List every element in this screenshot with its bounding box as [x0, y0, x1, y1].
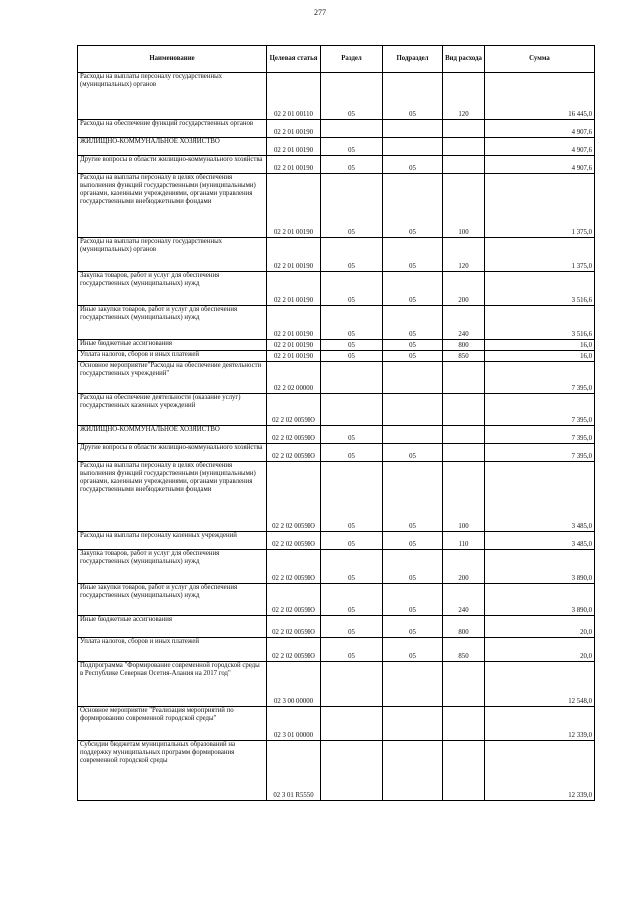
cell-name: Закупка товаров, работ и услуг для обеспечения государственных (муниципальных) нужд — [78, 550, 267, 584]
cell-code: 02 2 01 00190 — [267, 138, 321, 156]
cell-subsection: 05 — [383, 462, 443, 532]
cell-code: 02 2 02 00000 — [267, 362, 321, 394]
table-row — [78, 138, 595, 156]
table-row — [78, 426, 595, 444]
cell-sum: 7 395,0 — [485, 394, 595, 426]
table-row — [78, 707, 595, 741]
cell-subsection: 05 — [383, 156, 443, 174]
cell-sum: 4 907,6 — [485, 120, 595, 138]
cell-subsection: 05 — [383, 638, 443, 662]
cell-sum: 16,0 — [485, 351, 595, 362]
cell-code: 02 2 02 0059Ю — [267, 394, 321, 426]
table-row — [78, 741, 595, 801]
cell-code: 02 2 01 00190 — [267, 156, 321, 174]
cell-section: 05 — [321, 550, 383, 584]
cell-name: Закупка товаров, работ и услуг для обеспечения государственных (муниципальных) нужд — [78, 272, 267, 306]
header-name: Наименование — [78, 46, 267, 73]
cell-section: 05 — [321, 272, 383, 306]
cell-section: 05 — [321, 156, 383, 174]
table-row — [78, 272, 595, 306]
cell-subsection: 05 — [383, 340, 443, 351]
cell-sum: 12 548,0 — [485, 662, 595, 707]
cell-section: 05 — [321, 351, 383, 362]
cell-sum: 7 395,0 — [485, 444, 595, 462]
cell-sum: 3 485,0 — [485, 532, 595, 550]
cell-code: 02 2 02 0059Ю — [267, 584, 321, 616]
table-row — [78, 238, 595, 272]
cell-subsection — [383, 662, 443, 707]
cell-kind — [443, 707, 485, 741]
table-row — [78, 120, 595, 138]
cell-kind: 100 — [443, 462, 485, 532]
cell-sum: 7 395,0 — [485, 362, 595, 394]
cell-code: 02 2 02 0059Ю — [267, 444, 321, 462]
cell-kind: 200 — [443, 272, 485, 306]
cell-sum: 4 907,6 — [485, 156, 595, 174]
cell-sum: 7 395,0 — [485, 426, 595, 444]
cell-code: 02 2 01 00190 — [267, 238, 321, 272]
cell-code: 02 2 02 0059Ю — [267, 638, 321, 662]
cell-sum: 3 890,0 — [485, 550, 595, 584]
table-row — [78, 616, 595, 638]
cell-subsection — [383, 426, 443, 444]
cell-name: Иные закупки товаров, работ и услуг для обеспечения государственных (муниципальных) нужд — [78, 584, 267, 616]
table-row — [78, 662, 595, 707]
cell-name: Иные бюджетные ассигнования — [78, 340, 267, 351]
cell-kind: 850 — [443, 351, 485, 362]
cell-subsection — [383, 394, 443, 426]
cell-sum: 3 516,6 — [485, 306, 595, 340]
cell-name: ЖИЛИЩНО-КОММУНАЛЬНОЕ ХОЗЯЙСТВО — [78, 426, 267, 444]
cell-name: Другие вопросы в области жилищно-коммунального хозяйства — [78, 156, 267, 174]
cell-kind: 240 — [443, 306, 485, 340]
cell-code: 02 2 02 0059Ю — [267, 550, 321, 584]
cell-section — [321, 662, 383, 707]
cell-kind — [443, 741, 485, 801]
cell-kind — [443, 120, 485, 138]
cell-kind: 800 — [443, 616, 485, 638]
cell-sum: 3 516,6 — [485, 272, 595, 306]
cell-kind: 110 — [443, 532, 485, 550]
cell-kind: 240 — [443, 584, 485, 616]
cell-subsection: 05 — [383, 584, 443, 616]
table-row — [78, 306, 595, 340]
cell-code: 02 2 01 00190 — [267, 306, 321, 340]
cell-name: Расходы на выплаты персоналу в целях обеспечения выполнения функций государственными (муниципальными) органами, казенными учреждениями, органами управления государственными внебюджетными фондами — [78, 462, 267, 532]
cell-section: 05 — [321, 638, 383, 662]
cell-subsection: 05 — [383, 532, 443, 550]
cell-name: Субсидии бюджетам муниципальных образований на поддержку муниципальных программ формирования современной городской среды — [78, 741, 267, 801]
cell-sum: 12 339,0 — [485, 741, 595, 801]
page-number: 277 — [314, 8, 326, 17]
cell-section: 05 — [321, 238, 383, 272]
table-header-row — [78, 46, 595, 73]
cell-section: 05 — [321, 584, 383, 616]
header-kind: Вид расхода — [443, 46, 485, 73]
cell-section — [321, 120, 383, 138]
cell-subsection: 05 — [383, 616, 443, 638]
cell-kind: 120 — [443, 238, 485, 272]
cell-code: 02 3 00 00000 — [267, 662, 321, 707]
cell-kind: 120 — [443, 73, 485, 120]
header-section: Раздел — [321, 46, 383, 73]
cell-code: 02 2 02 0059Ю — [267, 616, 321, 638]
cell-name: Другие вопросы в области жилищно-коммунального хозяйства — [78, 444, 267, 462]
cell-section: 05 — [321, 174, 383, 238]
cell-name: Расходы на выплаты персоналу в целях обеспечения выполнения функций государственными (муниципальными) органами, казенными учреждениями, органами управления государственными внебюджетными фондами — [78, 174, 267, 238]
cell-sum: 3 485,0 — [485, 462, 595, 532]
cell-code: 02 2 01 00190 — [267, 174, 321, 238]
cell-section: 05 — [321, 73, 383, 120]
cell-sum: 3 890,0 — [485, 584, 595, 616]
cell-name: Подпрограмма "Формирование современной городской среды в Республике Северная Осетия-Алания на 2017 год" — [78, 662, 267, 707]
cell-sum: 20,0 — [485, 638, 595, 662]
cell-code: 02 3 01 R5550 — [267, 741, 321, 801]
cell-name: Расходы на выплаты персоналу государственных (муниципальных) органов — [78, 73, 267, 120]
cell-section: 05 — [321, 616, 383, 638]
cell-name: Уплата налогов, сборов и иных платежей — [78, 638, 267, 662]
cell-section — [321, 741, 383, 801]
cell-section — [321, 362, 383, 394]
cell-sum: 1 375,0 — [485, 238, 595, 272]
cell-code: 02 2 02 0059Ю — [267, 462, 321, 532]
cell-section — [321, 707, 383, 741]
table-row — [78, 532, 595, 550]
cell-subsection — [383, 138, 443, 156]
cell-subsection — [383, 362, 443, 394]
cell-name: Иные бюджетные ассигнования — [78, 616, 267, 638]
cell-name: Иные закупки товаров, работ и услуг для обеспечения государственных (муниципальных) нужд — [78, 306, 267, 340]
cell-name: Расходы на выплаты персоналу государственных (муниципальных) органов — [78, 238, 267, 272]
cell-code: 02 2 01 00110 — [267, 73, 321, 120]
table-row — [78, 462, 595, 532]
cell-subsection: 05 — [383, 73, 443, 120]
cell-section: 05 — [321, 138, 383, 156]
cell-kind — [443, 444, 485, 462]
cell-name: Расходы на обеспечение функций государственных органов — [78, 120, 267, 138]
cell-name: Расходы на обеспечение деятельности (оказание услуг) государственных казенных учреждений — [78, 394, 267, 426]
cell-code: 02 2 01 00190 — [267, 120, 321, 138]
cell-section: 05 — [321, 426, 383, 444]
cell-section: 05 — [321, 532, 383, 550]
cell-section: 05 — [321, 340, 383, 351]
table-row — [78, 550, 595, 584]
cell-code: 02 2 02 0059Ю — [267, 426, 321, 444]
cell-sum: 1 375,0 — [485, 174, 595, 238]
cell-subsection — [383, 741, 443, 801]
cell-code: 02 2 01 00190 — [267, 340, 321, 351]
cell-kind — [443, 394, 485, 426]
cell-kind — [443, 138, 485, 156]
cell-code: 02 2 01 00190 — [267, 272, 321, 306]
cell-subsection: 05 — [383, 351, 443, 362]
cell-code: 02 3 01 00000 — [267, 707, 321, 741]
cell-kind: 850 — [443, 638, 485, 662]
cell-subsection — [383, 707, 443, 741]
table-row — [78, 584, 595, 616]
cell-kind — [443, 662, 485, 707]
cell-code: 02 2 02 0059Ю — [267, 532, 321, 550]
table-row — [78, 174, 595, 238]
table-row — [78, 73, 595, 120]
table-row — [78, 638, 595, 662]
table-row — [78, 394, 595, 426]
cell-subsection — [383, 120, 443, 138]
header-subsection: Подраздел — [383, 46, 443, 73]
cell-sum: 4 907,6 — [485, 138, 595, 156]
cell-subsection: 05 — [383, 550, 443, 584]
cell-kind: 200 — [443, 550, 485, 584]
cell-sum: 16,0 — [485, 340, 595, 351]
cell-kind: 800 — [443, 340, 485, 351]
cell-subsection: 05 — [383, 238, 443, 272]
cell-sum: 16 445,0 — [485, 73, 595, 120]
cell-subsection: 05 — [383, 444, 443, 462]
cell-name: Уплата налогов, сборов и иных платежей — [78, 351, 267, 362]
cell-name: Основное мероприятие "Реализация мероприятий по формированию современной городской среды" — [78, 707, 267, 741]
cell-name: ЖИЛИЩНО-КОММУНАЛЬНОЕ ХОЗЯЙСТВО — [78, 138, 267, 156]
cell-sum: 12 339,0 — [485, 707, 595, 741]
cell-sum: 20,0 — [485, 616, 595, 638]
table-row — [78, 340, 595, 351]
cell-subsection: 05 — [383, 174, 443, 238]
cell-kind — [443, 362, 485, 394]
cell-subsection: 05 — [383, 306, 443, 340]
cell-kind — [443, 426, 485, 444]
table-row — [78, 362, 595, 394]
cell-name: Основное мероприятие"Расходы на обеспечение деятельности государственных учреждений" — [78, 362, 267, 394]
cell-section: 05 — [321, 306, 383, 340]
budget-table — [77, 45, 595, 801]
cell-subsection: 05 — [383, 272, 443, 306]
cell-kind: 100 — [443, 174, 485, 238]
cell-section — [321, 394, 383, 426]
cell-name: Расходы на выплаты персоналу казенных учреждений — [78, 532, 267, 550]
cell-section: 05 — [321, 444, 383, 462]
table-row — [78, 351, 595, 362]
header-sum: Сумма — [485, 46, 595, 73]
table-row — [78, 444, 595, 462]
table-row — [78, 156, 595, 174]
header-code: Целевая статья — [267, 46, 321, 73]
cell-section: 05 — [321, 462, 383, 532]
cell-code: 02 2 01 00190 — [267, 351, 321, 362]
cell-kind — [443, 156, 485, 174]
